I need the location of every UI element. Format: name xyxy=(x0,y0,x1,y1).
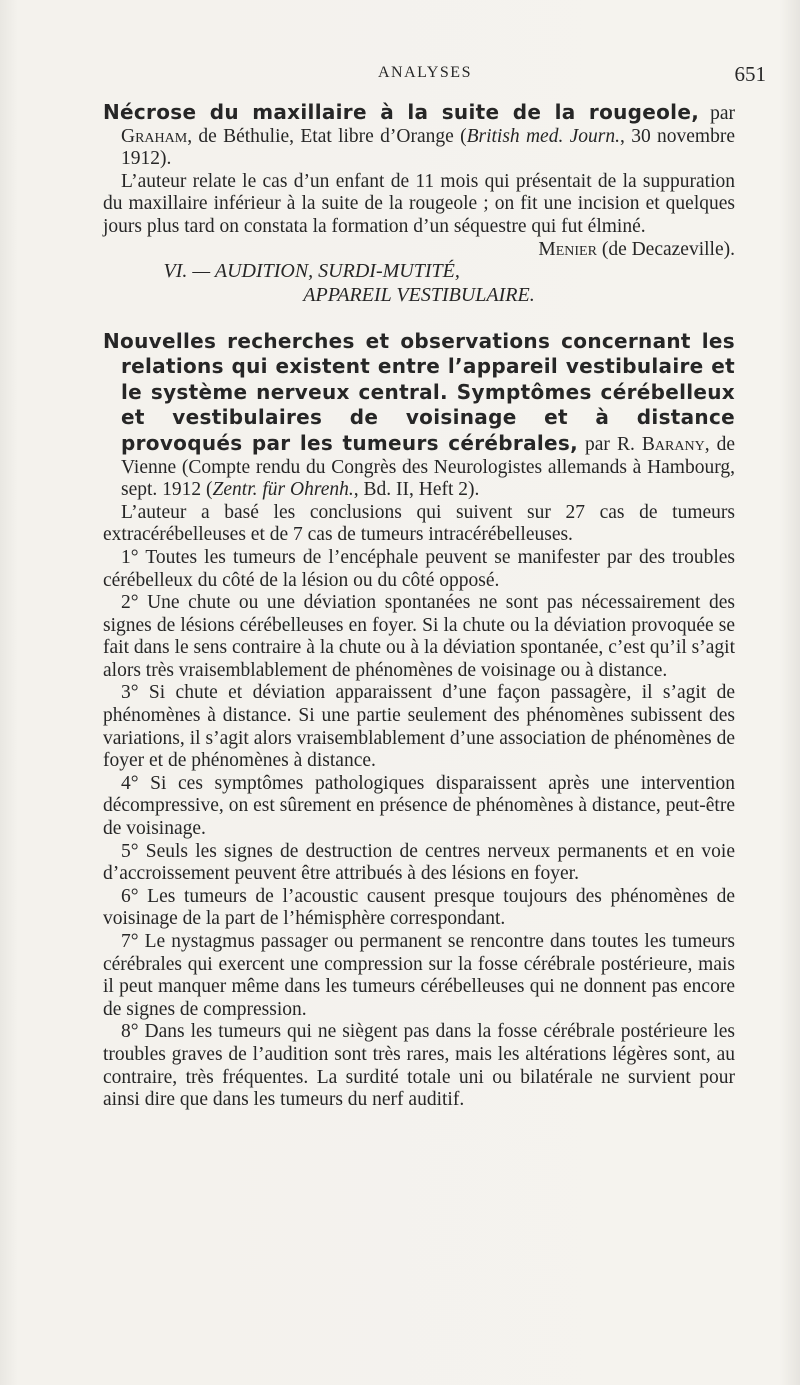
paragraph: L’auteur a basé les conclusions qui suivent sur 27 cas de tumeurs extracérébelleuses et de 7 cas de tumeurs intracérébelleuses. xyxy=(103,501,735,546)
by-word: par xyxy=(710,103,736,124)
paragraph: 7° Le nystagmus passager ou permanent se rencontre dans toutes les tumeurs cérébrales qui exercent une compression sur la fosse cérébrale postérieure, mais il peut manquer même dans les tumeurs cérébelleuses qui ne donnent pas encore de signes de compression. xyxy=(103,931,735,1020)
source-suffix: , Bd. II, Heft 2). xyxy=(353,479,480,501)
author-name: Graham xyxy=(121,125,188,147)
abstract-barany xyxy=(103,329,735,1112)
abstract-heading xyxy=(103,100,735,171)
running-head-title: ANALYSES xyxy=(378,64,472,81)
paragraph: 6° Les tumeurs de l’acoustic causent presque toujours des phénomènes de voisinage de la part de l’hémisphère correspondant. xyxy=(103,885,735,930)
by-word: par R. xyxy=(585,433,635,455)
journal-name: Zentr. für Ohrenh. xyxy=(212,479,354,501)
paragraph: 4° Si ces symptômes pathologiques disparaissent après une intervention décompressive, on est sûrement en présence de phénomènes à distance, peut-être de voisinage. xyxy=(103,772,735,840)
reviewer-name: Menier xyxy=(538,238,597,260)
reviewer-signature xyxy=(520,239,735,262)
reviewer-place: (de Decazeville). xyxy=(596,238,735,260)
source-prefix: , de Béthulie, Etat libre d’Orange ( xyxy=(187,125,467,147)
author-name: Barany xyxy=(641,433,705,455)
section-heading-line-1: VI. — AUDITION, SURDI-MUTITÉ, xyxy=(163,259,460,282)
paragraph: 3° Si chute et déviation apparaissent d’une façon passagère, il s’agit de phénomènes à distance. Si une partie seulement des phénomènes subissent des variations, il s’agit alors vraisemblablement d’une association de phénomènes de foyer et de phénomènes à distance. xyxy=(103,682,735,772)
article-title: Nécrose du maxillaire à la suite de la rougeole, xyxy=(103,100,700,124)
source-prefix: , de Vienne (Compte rendu du Congrès des Neurologistes allemands à Hambourg, sept. 1912 ( xyxy=(121,433,736,501)
journal-name: British med. Journ. xyxy=(466,125,621,147)
section-heading xyxy=(103,259,735,307)
section-heading-line-2: APPAREIL VESTIBULAIRE. xyxy=(303,283,535,306)
paragraph: 1° Toutes les tumeurs de l’encéphale peuvent se manifester par des troubles cérébelleux du côté de la lésion ou du côté opposé. xyxy=(103,546,735,591)
article-title: Nouvelles recherches et observations concernant les relations qui existent entre l’appareil vestibulaire et le système nerveux central. Symptômes cérébelleux et vestibulaires de voisinage et à distance provoqués par les tumeurs cérébrales, xyxy=(103,328,735,455)
paragraph: 8° Dans les tumeurs qui ne siègent pas dans la fosse cérébrale postérieure les troubles graves de l’audition sont très rares, mais les altérations légères sont, au contraire, très fréquentes. La surdité totale uni ou bilatérale ne survient pour ainsi dire que dans les tumeurs du nerf auditif. xyxy=(103,1021,735,1111)
abstract-necrose xyxy=(103,100,736,260)
running-head xyxy=(0,62,800,88)
abstract-body-text: L’auteur relate le cas d’un enfant de 11 mois qui présentait de la suppuration du maxillaire inférieur à la suite de la rougeole ; on fit une incision et quelques jours plus tard on constata la formation d’un séquestre qui fut élminé. xyxy=(103,170,735,237)
abstract-heading xyxy=(103,329,735,502)
source-suffix: , 30 novembre 1912). xyxy=(121,125,735,170)
page-number: 651 xyxy=(734,62,766,86)
paragraph: 5° Seuls les signes de destruction de centres nerveux permanents et en voie d’accroissement peuvent être attribués à des lésions en foyer. xyxy=(103,840,735,885)
abstract-body xyxy=(103,170,735,260)
page-content xyxy=(103,100,735,1112)
paragraph: 2° Une chute ou une déviation spontanées ne sont pas nécessairement des signes de lésions cérébelleuses en foyer. Si la chute ou la déviation provoquée se fait dans le sens contraire à la chute ou à la déviation spontanée, c’est qu’il s’agit alors très vraisemblablement de phénomènes de voisinage ou à distance. xyxy=(103,592,735,681)
